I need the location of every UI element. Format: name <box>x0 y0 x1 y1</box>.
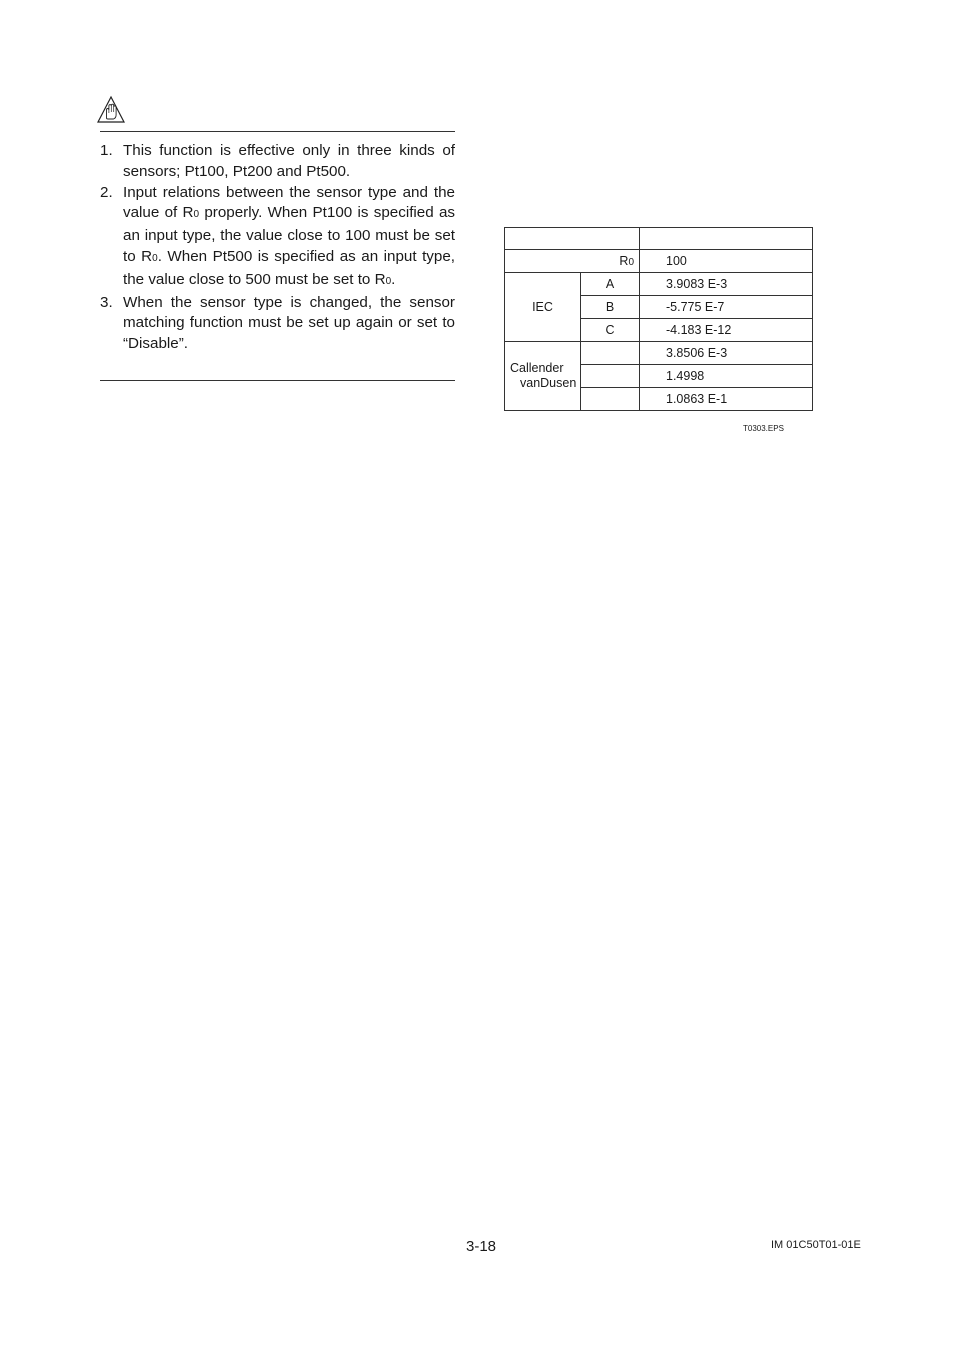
coef-label <box>581 342 640 365</box>
table-row-r0 <box>505 250 813 273</box>
table-row-cvd-1 <box>505 342 813 365</box>
notice-top-rule <box>100 131 455 132</box>
r0-label: R0 <box>505 250 640 273</box>
coef-label: C <box>581 319 640 342</box>
page-number: 3-18 <box>466 1238 497 1255</box>
hand-warning-icon <box>96 95 126 125</box>
coef-label: B <box>581 296 640 319</box>
table-row-iec-a <box>505 273 813 296</box>
notice-item-1: 1. This function is effective only in three kinds of sensors; Pt100, Pt200 and Pt500. <box>100 142 455 180</box>
coef-label <box>581 388 640 411</box>
header-cell-parameter <box>505 228 640 250</box>
iec-label: IEC <box>505 273 581 342</box>
r0-value: 100 <box>640 250 813 273</box>
notice-bottom-rule <box>100 380 455 381</box>
notice-item-2: 2. Input relations between the sensor type and the value of R0 properly. When Pt100 is specified as an input type, the value close to 100 must be set to R0. When Pt500 is specified as an input type, the value close to 500 must be set to R0. <box>100 183 455 288</box>
coefficient-table <box>504 227 813 411</box>
notice-item-3: 3. When the sensor type is changed, the sensor matching function must be set up again or set to “Disable”. <box>100 293 455 353</box>
coef-label: A <box>581 273 640 296</box>
table-header-row <box>505 228 813 250</box>
callender-vandusen-label: Callender vanDusen <box>505 342 581 411</box>
coef-label <box>581 365 640 388</box>
header-cell-value <box>640 228 813 250</box>
document-id: IM 01C50T01-01E <box>771 1239 861 1251</box>
notice-list <box>100 141 455 355</box>
coef-value: 3.9083 E-3 <box>640 273 813 296</box>
coef-value: 1.0863 E-1 <box>640 388 813 411</box>
coef-value: 3.8506 E-3 <box>640 342 813 365</box>
table-caption: T0303.EPS <box>743 424 784 433</box>
coef-value: -4.183 E-12 <box>640 319 813 342</box>
coef-value: -5.775 E-7 <box>640 296 813 319</box>
coef-value: 1.4998 <box>640 365 813 388</box>
